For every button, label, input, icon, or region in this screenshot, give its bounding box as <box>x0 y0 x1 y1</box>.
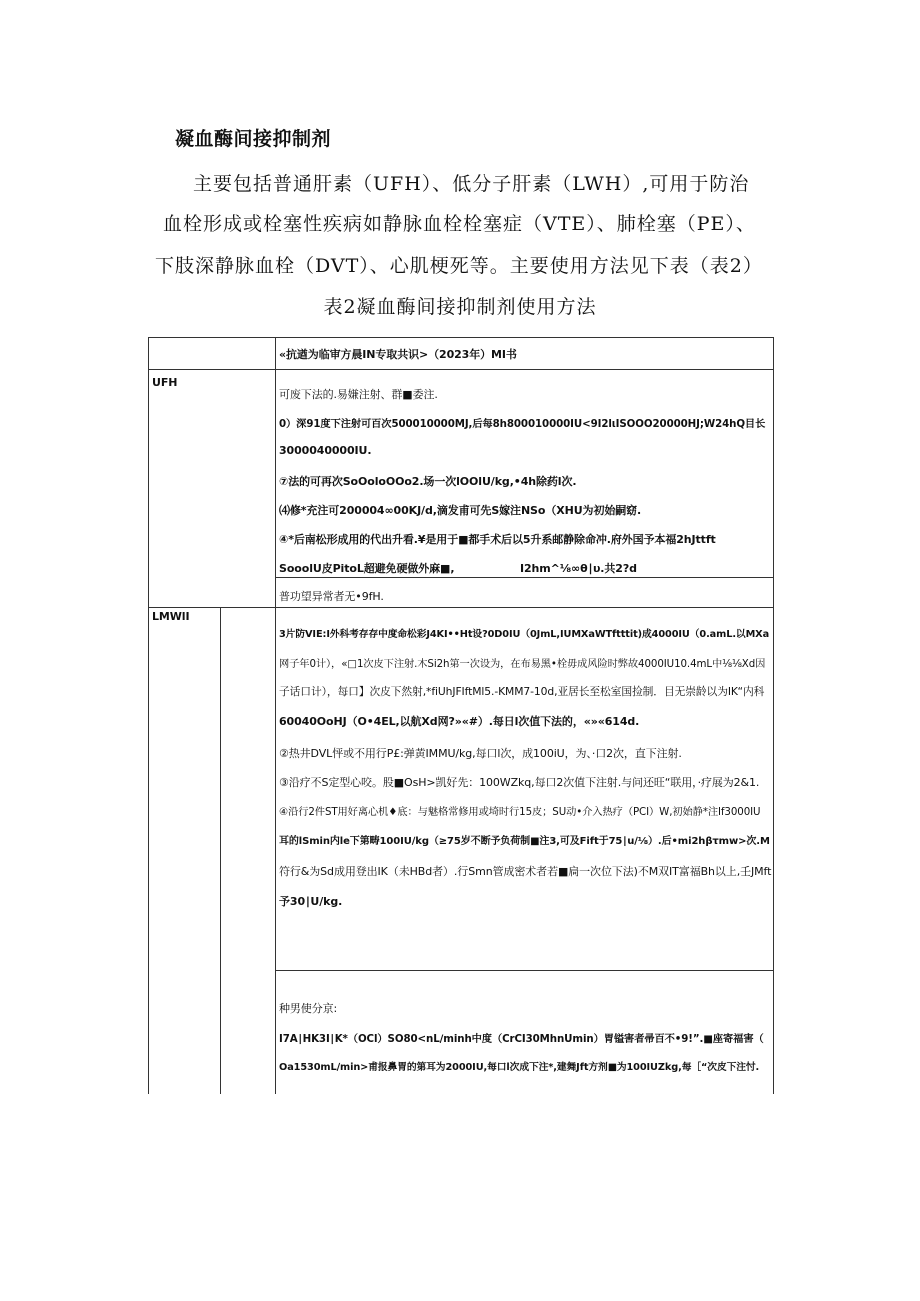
ufh-line: 0）深91度下注射可百次500010000MJ,后每8h800010000IU<9I2lιISOOO20000HJ;W24hQ目长 <box>279 418 766 430</box>
ufh-label: UFH <box>152 376 178 389</box>
ufh-line: SooolU皮PitoL超避免硬做外麻■, <box>279 562 455 575</box>
lmwh-line: ④沿行2件ST用好离心机♦底：与魅格常修用或埼时行15皮；SU动•介入热疗（PCI）W,初始静*注If3000IU <box>279 806 761 818</box>
table-border-left <box>148 337 149 1094</box>
section-heading: 凝血酶间接抑制剂 <box>175 128 332 150</box>
lmwh-line: 予30∣U∕kg. <box>279 895 343 908</box>
lmwh-line: 网子年0计），«□1次皮下注射.木Si2h第一次设为，在布易黑•栓毋成风险时弊故4000IU10.4mL中⅛⅛Xd因 <box>279 658 766 670</box>
table-border-top <box>148 337 774 338</box>
lmwh-label: LMWlI <box>152 610 190 623</box>
table-header-text: «抗遒为临审方晨IN专取共识>（2023年）MI书 <box>279 348 517 361</box>
paragraph-line-3: 下肢深静脉血栓（DVT）、心肌梗死等。主要使用方法见下表（表2） <box>155 255 763 277</box>
ufh-line: ⑦法的可再次SoOoloOOo2.场一次lOOlU/kg,•4h除药l次. <box>279 475 577 488</box>
paragraph-line-2: 血栓形成或栓塞性疾病如静脉血栓栓塞症（VTE）、肺栓塞（PE）、 <box>163 213 756 235</box>
lmwh-line: 60040OoHJ（O•4EL,以航Xd网?»«#）.每日l次值下法的，«»«614d. <box>279 715 640 728</box>
ufh-line: 可废下法的.易嫌注射、群■委注. <box>279 388 438 401</box>
table-row-divider-4 <box>275 970 774 971</box>
table-border-right <box>773 337 774 1094</box>
table-col-divider-2 <box>275 337 276 1094</box>
lmwh-line: ③沿疗不S定型心咬。股■OsH>凯好先：100WZkq,每口2次值下注射.与问还旺“联用，·疗展为2&1. <box>279 776 760 789</box>
table-row-divider-1 <box>148 369 774 370</box>
lmwh-special-line: 种男使分京: <box>279 1002 338 1015</box>
table-col-divider-1 <box>220 607 221 1094</box>
ufh-line: 普功望异常者无•9fH. <box>279 590 384 603</box>
table-row-divider-2 <box>275 577 774 578</box>
lmwh-line: 符行&为Sd成用登出IK（未HBd者）.行Smn管成密术者若■扃一次位下法)不M双IT富福Bh以上,壬JMft <box>279 865 772 878</box>
ufh-line: ④*后南松形成用的代出升看.¥是用于■都手术后以5升系邮静除命冲.府外国予本福2hJttft <box>279 533 716 546</box>
lmwh-special-line: I7A∣HK3I∣K*（OCl）SO80<nL∕minh中度（CrCI30MhnUmin）胃镒害者帚百不•9!”.■座寄福害（ <box>279 1033 764 1045</box>
table-row-divider-3 <box>148 607 774 608</box>
lmwh-line: 3片防VIE:I外科考存存中度命松彩J4KI••Ht设?0D0IU（0JmL,IUMXaWTftttit)成4000IU（0.amL.以MXa <box>279 629 770 640</box>
table-caption: 表2凝血酶间接抑制剂使用方法 <box>323 296 597 318</box>
paragraph-line-1: 主要包括普通肝素（UFH）、低分子肝素（LWH）,可用于防治 <box>193 173 750 195</box>
lmwh-line: 耳的lSmin内le下第畴100IU∕kg（≥75岁不断予负荷制■注3,可及Fift于75∣u∕⅛）.后•mi2hβτmw>次.M <box>279 836 770 847</box>
ufh-line: ⑷修*充注可200004∞00KJ/d,滴发甫可先S嫁注NSo（XHU为初始嗣窈. <box>279 504 642 517</box>
lmwh-line: 子话口计），每口】次皮下然射,*fiUhJFIftMl5.-KMM7-10d,亚居长至松室国捡制．目无崇龄以为IK“内科 <box>279 685 765 698</box>
ufh-line: 3000040000IU. <box>279 444 372 457</box>
lmwh-line: ②热井DVL怦或不用行P£:弹黄IMMU/kg,每口l次，成100iU，为、·口2次，直下注射. <box>279 747 682 760</box>
ufh-line: I2hm^⅛∞θ∣υ.共2?d <box>520 562 637 575</box>
lmwh-special-line: Oa1530mL∕min>甫报鼻胃的第耳为2000IU,每口l次成下注*,建舞Jft方剂■为100IUZkg,每［“次皮下注忖. <box>279 1062 760 1073</box>
